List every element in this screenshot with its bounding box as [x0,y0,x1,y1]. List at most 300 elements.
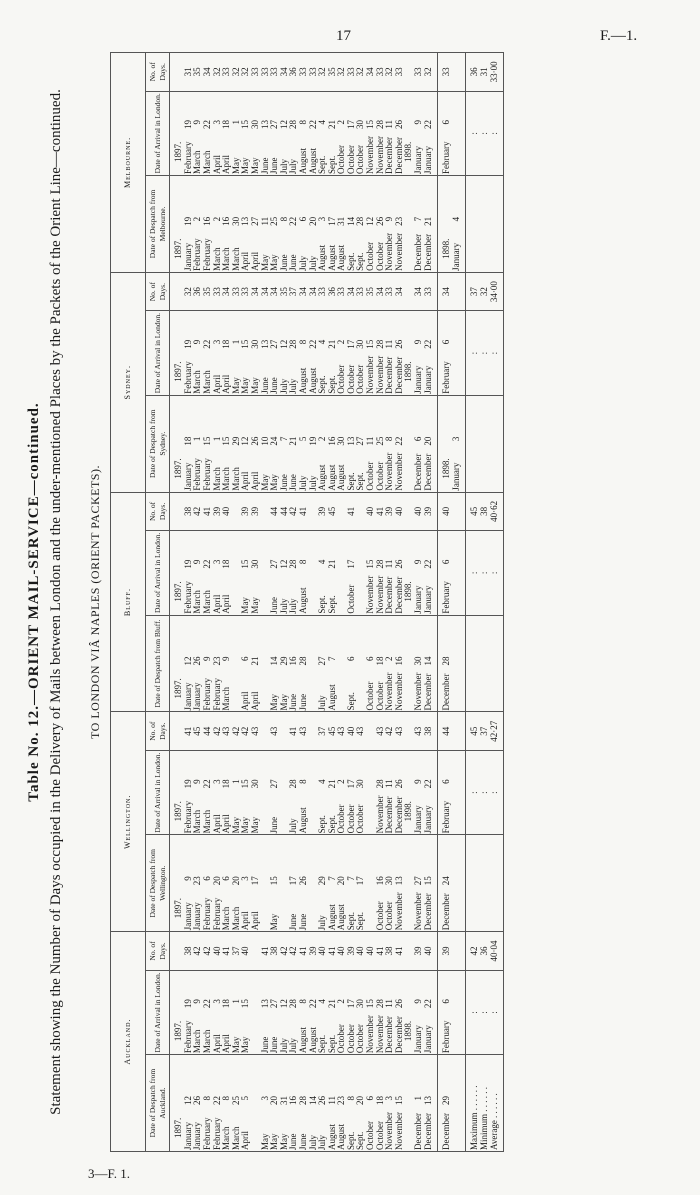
cell-month: February [211,1117,222,1150]
cell-day: 8 [297,120,308,125]
cell-month: December [422,453,433,491]
summary-values [466,712,504,751]
cell-month: August [326,464,337,491]
cell-day: 16 [221,216,232,226]
cell-month: March [221,906,232,931]
summary-value: 40·04 [488,940,499,962]
days-value: 34 [307,287,318,297]
cell-month: March [201,809,212,834]
days-value: 34 [365,67,376,77]
col-days-heading: No. of Days. [146,712,170,751]
cell-day: 30 [249,339,260,349]
cell-month: July [288,818,299,834]
cell-day: 4 [317,779,328,784]
cell-month: December [393,356,404,394]
days-value: 38 [384,946,395,956]
cell-day: 3 [211,559,222,565]
summary-dot: : [488,132,499,135]
cell-month: July [288,1038,299,1054]
cell-day: 30 [249,559,260,569]
cell-day: 23 [336,1096,347,1105]
cell-day: 27 [317,656,328,666]
cell-month: March [192,590,203,614]
cell-month: January [413,365,424,394]
cell-day: 15 [240,779,251,789]
despatch-date [241,1056,251,1150]
days-value: 33 [230,287,241,297]
cell-month: October [365,241,376,271]
arrival-date [347,532,357,613]
summary-value: 38 [479,506,489,516]
cell-day: 17 [288,876,299,886]
cell-month: December [413,1113,424,1150]
cell-day: 10 [259,436,270,446]
cell-day: 18 [221,779,232,789]
days-value: 43 [297,726,308,736]
summary-label: Minimum . . . . . . [479,1086,489,1150]
cell-month: Sept. [355,1131,366,1150]
cell-day: 15 [269,876,280,886]
summary-label [490,177,500,271]
cell-month: December [393,796,404,834]
cell-day: 23 [211,656,222,666]
days-value: 35 [201,287,212,297]
days-value: 33 [249,67,260,77]
cell-day: 26 [393,339,404,349]
cell-month: May [230,816,241,834]
cell-day: 17 [345,339,356,349]
days-value: 32 [230,67,241,77]
cell-day: 17 [355,876,366,886]
cell-day: 3 [259,1096,270,1101]
cell-month: Sept. [355,472,366,491]
series-code: F.—1. [600,28,638,44]
cell-day: 12 [278,120,289,129]
cell-day: 7 [413,216,424,222]
cell-day: 28 [355,216,366,226]
despatch-date [424,1056,434,1150]
summary-dot: : [488,351,499,355]
days-value: 32 [355,67,366,77]
cell-day: 16 [374,876,385,886]
cell-day: 24 [269,436,280,446]
cell-day: 20 [307,216,318,226]
days-value: 34 [374,287,385,297]
cell-month: May [249,157,260,174]
cell-month: June [288,1133,299,1150]
days-value: 42 [201,946,212,956]
cell-month: April [249,691,260,711]
days-value: 41 [259,946,270,956]
days-value: 43 [413,726,424,736]
col-arrival-heading: Date of Arrival in London. [146,311,170,395]
cell-day: 26 [393,999,404,1009]
cell-day: 30 [336,436,347,446]
column-header-row [146,53,170,1152]
cell-day: 15 [365,559,376,569]
days-value: 38 [269,946,280,956]
cell-day: 18 [374,656,385,666]
despatch-date [395,397,405,491]
cell-month: November [374,355,385,394]
cell-month: April [211,155,222,174]
arrival-date: 1897. [173,1020,184,1042]
cell-day: 12 [240,436,251,446]
cell-day: 20 [422,436,433,446]
cell-day: 26 [393,559,404,569]
cell-month: December [422,893,433,931]
cell-day: 18 [221,999,232,1009]
days-cell [170,492,438,531]
cell-day: 22 [201,779,212,789]
cell-day: 15 [365,120,376,129]
days-value: 33 [259,67,270,77]
cell-day: 19 [182,339,193,349]
days-value: 33 [374,67,385,77]
cell-day: 28 [288,999,299,1009]
cell-day: 9 [192,999,203,1004]
cell-month: March [211,467,222,491]
cell-day: 8 [278,216,289,222]
despatch-date [299,836,309,930]
cell-day: 13 [393,876,404,886]
cell-day: 27 [269,999,280,1009]
cell-month: April [221,374,232,394]
cell-day: 8 [345,1096,356,1101]
last-arrival [438,750,466,834]
cell-day: 8 [297,779,308,784]
cell-month: November [393,892,404,931]
cell-month: August [326,244,337,271]
days-value: 38 [182,506,193,516]
last-arrival-date [442,532,452,613]
cell-day: 6 [201,876,212,881]
cell-day: 27 [269,559,280,569]
cell-month: May [269,1133,280,1150]
cell-day: 19 [182,120,193,129]
cell-month: October [365,461,376,491]
days-value: 41 [374,506,385,516]
summary-dots [466,531,504,615]
cell-month: June [269,816,280,834]
days-value: 33 [221,67,232,77]
cell-day: 26 [393,779,404,789]
cell-day: 15 [393,1096,404,1105]
days-value: 43 [249,726,260,736]
cell-day: 22 [422,779,433,789]
cell-day: 8 [221,1096,232,1101]
days-value: 33 [336,287,347,297]
days-value: 40 [240,946,251,956]
despatch-date [395,617,405,711]
cell-month: Sept. [317,155,328,174]
summary-value: 42 [469,946,480,956]
cell-day: 31 [278,1096,289,1105]
arrival-date [424,972,434,1053]
cell-day: 14 [269,656,280,666]
days-cell [170,53,438,92]
cell-day: 30 [249,779,260,789]
summary-label [470,617,480,711]
cell-day: 30 [355,999,366,1009]
last-despatch [438,835,466,932]
arrival-date [328,532,338,613]
cell-day: 3 [211,339,222,345]
cell-month: October [374,681,385,711]
cell-month: June [269,157,280,174]
cell-day: 11 [259,216,270,226]
cell-day: 7 [326,656,337,661]
days-value: 43 [336,726,347,736]
cell-day: 6 [441,120,452,125]
cell-month: December [413,453,424,491]
days-value: 41 [297,506,308,516]
cell-day: 15 [201,436,212,446]
cell-month: January [450,462,461,491]
col-days-heading: No. of Days. [146,932,170,971]
cell-day: 8 [201,1096,212,1101]
days-value: 33 [345,67,356,77]
days-value: 34 [393,287,404,297]
cell-month: May [249,816,260,834]
cell-month: October [345,1024,356,1054]
days-value: 44 [278,506,289,516]
col-arrival-heading: Date of Arrival in London. [146,531,170,615]
arrival-date [299,532,309,613]
despatch-date [424,397,434,491]
days-value: 42 [240,726,251,736]
cell-day: 9 [201,656,212,661]
days-value: 34 [278,67,289,77]
cell-month: October [336,364,347,394]
col-despatch-heading: Date of Despatch from Melbourne. [146,176,170,273]
days-value: 32 [240,67,251,77]
cell-day: 30 [384,876,395,886]
arrival-date: 1897. [173,801,184,822]
mail-table [110,52,504,1152]
cell-day: 13 [259,339,270,349]
cell-month: February [192,238,203,271]
days-value: 40 [422,946,433,956]
despatch-date: 1897. [173,458,184,479]
cell-day: 4 [450,216,461,222]
summary-label [480,177,490,271]
cell-day: 18 [221,339,232,349]
cell-day: 6 [441,999,452,1004]
cell-month: May [230,377,241,394]
last-arrival-date [442,972,452,1053]
cell-month: March [192,150,203,174]
cell-day: 1 [413,1096,424,1101]
cell-month: February [192,458,203,491]
arrival-date: 1897. [173,141,184,162]
cell-day: 22 [307,999,318,1009]
cell-month: January [182,462,193,491]
days-value: 40 [365,946,376,956]
cell-month: May [259,254,270,271]
despatch-cell [170,615,438,712]
last-despatch-date [452,177,462,271]
summary-value: 34·00 [488,281,499,303]
cell-month: March [230,1126,241,1150]
cell-day: 26 [249,436,260,446]
summary-label [480,397,490,491]
cell-day: 8 [297,559,308,565]
last-year: 1898. [441,458,452,479]
cell-day: 22 [201,339,212,349]
last-days: 44 [438,712,466,751]
cell-month: May [249,377,260,394]
cell-day: 13 [345,436,356,446]
cell-month: November [365,575,376,614]
cell-day: 2 [336,339,347,345]
cell-month: June [297,693,308,711]
cell-month: February [201,238,212,271]
port-heading-1: Wellington. [111,712,146,932]
cell-month: July [307,255,318,271]
despatch-date [395,836,405,930]
cell-day: 22 [307,339,318,349]
cell-day: 26 [192,656,203,666]
summary-label: Average . . . . . . [488,1093,499,1150]
col-despatch-heading: Date of Despatch from Sydney. [146,395,170,492]
cell-day: 2 [211,216,222,222]
cell-month: March [201,370,212,394]
days-value: 34 [297,287,308,297]
cell-day: 17 [326,216,337,226]
cell-day: 9 [221,656,232,661]
cell-day: 20 [355,1096,366,1105]
cell-day: 19 [182,779,193,789]
days-value: 35 [365,287,376,297]
arrival-date [299,752,309,833]
cell-day: 28 [441,656,452,666]
cell-month: August [297,587,308,614]
cell-month: August [336,244,347,271]
summary-value: 31 [479,67,489,77]
last-arrival [438,311,466,395]
cell-day: 17 [345,779,356,789]
cell-day: 11 [384,120,395,129]
cell-day: 2 [336,999,347,1004]
cell-day: 6 [441,559,452,565]
cell-month: July [278,378,289,394]
last-arrival [438,91,466,175]
cell-month: May [269,474,280,491]
cell-month: February [182,581,193,614]
cell-day: 27 [269,120,280,129]
summary-labels [466,615,504,712]
cell-month: February [441,141,452,174]
cell-month: November [413,672,424,711]
cell-day: 8 [297,999,308,1004]
summary-value: 33·00 [488,61,499,83]
cell-month: May [278,693,289,711]
days-value: 33 [422,287,433,297]
days-value: 37 [317,726,328,736]
days-value: 45 [326,506,337,516]
days-cell [170,712,438,751]
cell-day: 17 [345,559,356,569]
cell-day: 9 [384,216,395,222]
cell-day: 15 [240,120,251,129]
days-value: 32 [422,67,433,77]
cell-month: February [201,458,212,491]
days-value: 42 [192,506,203,516]
summary-label [490,836,500,930]
cell-month: January [450,242,461,271]
cell-month: August [326,904,337,931]
days-value: 45 [326,726,337,736]
cell-month: January [182,682,193,711]
cell-day: 1 [230,999,241,1004]
days-value: 40 [211,946,222,956]
cell-month: December [393,1016,404,1054]
cell-month: March [221,467,232,491]
summary-dots [466,311,504,395]
cell-month: February [201,1117,212,1150]
col-arrival-heading: Date of Arrival in London. [146,970,170,1054]
cell-month: November [365,1015,376,1054]
cell-day: 6 [240,656,251,661]
cell-month: December [413,233,424,271]
cell-day: 11 [326,1096,337,1105]
days-value: 32 [211,67,222,77]
cell-month: April [211,594,222,614]
despatch-date [222,617,232,711]
cell-day: 29 [230,436,241,446]
arrival-date [356,752,366,833]
cell-day: 14 [345,216,356,226]
cell-month: Sept. [326,375,337,394]
col-days-heading: No. of Days. [146,272,170,311]
cell-month: November [384,452,395,491]
cell-day: 22 [201,999,212,1009]
summary-label [480,617,490,711]
days-value: 43 [221,726,232,736]
despatch-date [395,177,405,271]
cell-day: 21 [326,779,337,789]
cell-day: 26 [374,216,385,226]
cell-month: October [336,145,347,174]
cell-day: 25 [269,216,280,226]
cell-month: January [182,1122,193,1150]
cell-month: January [422,365,433,394]
arrival-date: 1898. [403,801,414,822]
days-value: 39 [249,506,260,516]
summary-values [466,53,504,92]
days-value: 42 [192,946,203,956]
cell-month: Sept. [317,1034,328,1054]
cell-month: June [297,913,308,931]
cell-month: July [278,1038,289,1054]
cell-month: March [221,247,232,271]
cell-month: Sept. [317,595,328,614]
cell-day: 9 [413,120,424,125]
cell-month: June [278,474,289,491]
cell-month: October [355,364,366,394]
cell-month: August [297,807,308,834]
cell-month: December [422,1113,433,1150]
arrival-cell [170,970,438,1054]
cell-month: December [384,356,395,394]
cell-month: March [230,247,241,271]
cell-month: October [336,1024,347,1054]
cell-month: January [413,146,424,174]
cell-month: August [307,147,318,174]
cell-month: August [336,464,347,491]
cell-day: 3 [450,436,461,442]
